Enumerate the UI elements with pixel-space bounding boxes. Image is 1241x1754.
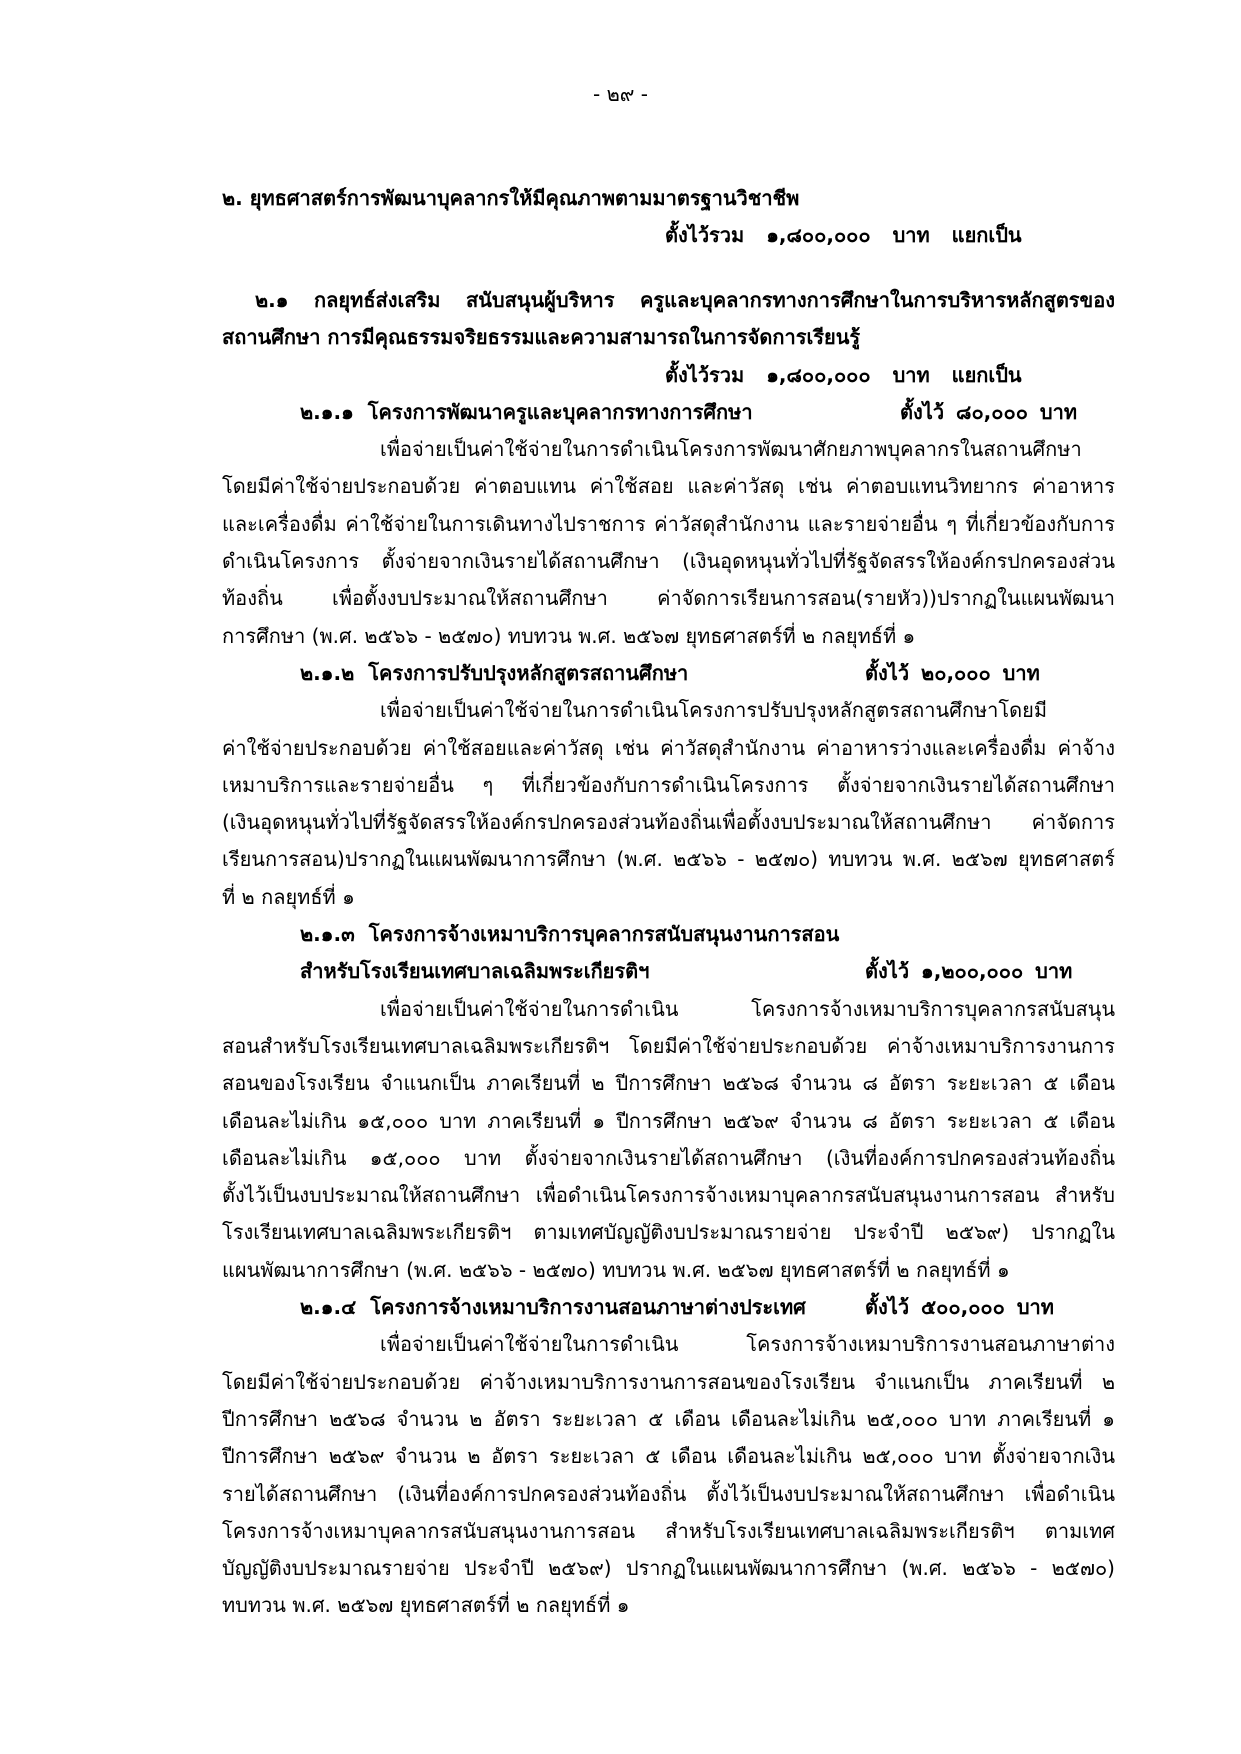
paragraph-line: ค่าใช้จ่ายประกอบด้วย ค่าใช้สอยและค่าวัสดุ เช่น ค่าวัสดุสำนักงาน ค่าอาหารว่างและเครื่องดื่ม ค่าจ้าง [222,735,1115,760]
paragraph-line: โรงเรียนเทศบาลเฉลิมพระเกียรติฯ ตามเทศบัญญัติงบประมาณรายจ่าย ประจำปี ๒๕๖๙) ปรากฏใน [222,1220,1115,1245]
strategy-budget [222,217,1115,254]
project-heading [222,394,1115,431]
paragraph-line: ท้องถิ่น เพื่อตั้งงบประมาณให้สถานศึกษา ค่าจัดการเรียนการสอน(รายหัว))ปรากฏในแผนพัฒนา [222,586,1115,611]
project-number: ๒.๑.๓ [300,922,355,947]
paragraph-line: เพื่อจ่ายเป็นค่าใช้จ่ายในการดำเนินโครงการพัฒนาศักยภาพบุคลากรในสถานศึกษา [380,437,1082,462]
paragraph-line: การศึกษา (พ.ศ. ๒๕๖๖ - ๒๕๗๐) ทบทวน พ.ศ. ๒๕๖๗ ยุทธศาสตร์ที่ ๒ กลยุทธ์ที่ ๑ [222,623,916,648]
paragraph-line: เดือนละไม่เกิน ๑๕,๐๐๐ บาท ตั้งจ่ายจากเงินรายได้สถานศึกษา (เงินที่องค์การปกครองส่วนท้องถิ่น [222,1145,1115,1170]
paragraph-line: โดยมีค่าใช้จ่ายประกอบด้วย ค่าตอบแทน ค่าใช้สอย และค่าวัสดุ เช่น ค่าตอบแทนวิทยากร ค่าอาหาร [222,474,1115,499]
budget-amount: ๑,๘๐๐,๐๐๐ [766,362,871,387]
project-number: ๒.๑.๔ [300,1295,357,1320]
tactic-title: สถานศึกษา การมีคุณธรรมจริยธรรมและความสามารถในการจัดการเรียนรู้ [222,325,861,350]
paragraph-line: โครงการจ้างเหมาบุคลากรสนับสนุนงานการสอน สำหรับโรงเรียนเทศบาลเฉลิมพระเกียรติฯ ตามเทศ [222,1518,1115,1543]
budget-amount: ๒๐,๐๐๐ [921,660,991,685]
budget-unit: บาท [1016,1295,1054,1320]
paragraph-line: เพื่อจ่ายเป็นค่าใช้จ่ายในการดำเนิน โครงการจ้างเหมาบริการบุคลากรสนับสนุน [380,996,1115,1021]
project-heading [222,1289,1115,1326]
paragraph-line: (เงินอุดหนุนทั่วไปที่รัฐจัดสรรให้องค์กรปกครองส่วนท้องถิ่นเพื่อตั้งงบประมาณให้สถานศึกษา ค่าจัดการ [222,810,1115,835]
paragraph-line: เดือนละไม่เกิน ๑๕,๐๐๐ บาท ภาคเรียนที่ ๑ ปีการศึกษา ๒๕๖๙ จำนวน ๘ อัตรา ระยะเวลา ๕ เดือน [222,1108,1115,1133]
budget-label: ตั้งไว้ [865,1295,910,1320]
project-budget [865,953,1084,990]
budget-label: ตั้งไว้ [865,959,910,984]
project-number: ๒.๑.๒ [300,660,355,685]
tactic-budget [222,357,1115,394]
paragraph-line: แผนพัฒนาการศึกษา (พ.ศ. ๒๕๖๖ - ๒๕๗๐) ทบทวน พ.ศ. ๒๕๖๗ ยุทธศาสตร์ที่ ๒ กลยุทธ์ที่ ๑ [222,1257,1010,1282]
budget-amount: ๑,๒๐๐,๐๐๐ [921,959,1024,984]
strategy-title: ๒. ยุทธศาสตร์การพัฒนาบุคลากรให้มีคุณภาพตามมาตรฐานวิชาชีพ [222,186,800,210]
budget-amount: ๑,๘๐๐,๐๐๐ [766,223,871,248]
budget-amount: ๘๐,๐๐๐ [956,399,1028,424]
project-budget [900,394,1089,431]
budget-label: ตั้งไว้ [865,660,910,685]
budget-unit: บาท [1002,660,1040,685]
tactic-title: ๒.๑ กลยุทธ์ส่งเสริม สนับสนุนผู้บริหาร ครูและบุคลากรทางการศึกษาในการบริหารหลักสูตรของ [255,288,1115,312]
budget-unit: บาท [1039,399,1078,424]
paragraph-line: บัญญัติงบประมาณรายจ่าย ประจำปี ๒๕๖๙) ปรากฏในแผนพัฒนาการศึกษา (พ.ศ. ๒๕๖๖ - ๒๕๗๐) [222,1556,1115,1581]
tactic-section [222,282,1115,1625]
paragraph-line: เรียนการสอน)ปรากฏในแผนพัฒนาการศึกษา (พ.ศ. ๒๕๖๖ - ๒๕๗๐) ทบทวน พ.ศ. ๒๕๖๗ ยุทธศาสตร์ [222,847,1115,872]
paragraph-line: ทบทวน พ.ศ. ๒๕๖๗ ยุทธศาสตร์ที่ ๒ กลยุทธ์ที่ ๑ [222,1593,630,1618]
project-budget [865,1289,1066,1326]
budget-note: แยกเป็น [951,362,1022,387]
project-title: โครงการจ้างเหมาบริการงานสอนภาษาต่างประเทศ [370,1295,806,1320]
project-title: โครงการพัฒนาครูและบุคลากรทางการศึกษา [367,399,753,424]
paragraph-line: เหมาบริการและรายจ่ายอื่น ๆ ที่เกี่ยวข้องกับการดำเนินโครงการ ตั้งจ่ายจากเงินรายได้สถานศึกษา [222,772,1115,797]
paragraph-line: สอนสำหรับโรงเรียนเทศบาลเฉลิมพระเกียรติฯ โดยมีค่าใช้จ่ายประกอบด้วย ค่าจ้างเหมาบริการงานการ [222,1033,1115,1058]
paragraph-line: เพื่อจ่ายเป็นค่าใช้จ่ายในการดำเนินโครงการปรับปรุงหลักสูตรสถานศึกษาโดยมี [380,698,1048,723]
page-number: - ๒๙ - [593,82,648,106]
paragraph-line: ที่ ๒ กลยุทธ์ที่ ๑ [222,884,355,909]
budget-label: ตั้งไว้รวม [665,223,745,248]
budget-unit: บาท [1035,959,1073,984]
paragraph-line: และเครื่องดื่ม ค่าใช้จ่ายในการเดินทางไปราชการ ค่าวัสดุสำนักงาน และรายจ่ายอื่น ๆ ที่เกี่ยวข้องกับการ [222,511,1115,536]
paragraph-line: ปีการศึกษา ๒๕๖๘ จำนวน ๒ อัตรา ระยะเวลา ๕ เดือน เดือนละไม่เกิน ๒๕,๐๐๐ บาท ภาคเรียนที่ ๑ [222,1406,1115,1431]
paragraph-line: ตั้งไว้เป็นงบประมาณให้สถานศึกษา เพื่อดำเนินโครงการจ้างเหมาบุคลากรสนับสนุนงานการสอน สำหรับ [222,1183,1115,1208]
project-heading [222,916,1115,953]
budget-label: ตั้งไว้รวม [665,362,745,387]
budget-unit: บาท [892,362,930,387]
paragraph-line: ดำเนินโครงการ ตั้งจ่ายจากเงินรายได้สถานศึกษา (เงินอุดหนุนทั่วไปที่รัฐจัดสรรให้องค์กรปกครองส่วน [222,549,1115,574]
budget-amount: ๕๐๐,๐๐๐ [921,1295,1005,1320]
budget-label: ตั้งไว้ [900,399,945,424]
budget-note: แยกเป็น [951,223,1022,248]
paragraph-line: สอนของโรงเรียน จำแนกเป็น ภาคเรียนที่ ๒ ปีการศึกษา ๒๕๖๘ จำนวน ๘ อัตรา ระยะเวลา ๕ เดือน [222,1071,1115,1096]
paragraph-line: ปีการศึกษา ๒๕๖๙ จำนวน ๒ อัตรา ระยะเวลา ๕ เดือน เดือนละไม่เกิน ๒๕,๐๐๐ บาท ตั้งจ่ายจากเงิน [222,1444,1115,1469]
paragraph-line: เพื่อจ่ายเป็นค่าใช้จ่ายในการดำเนิน โครงการจ้างเหมาบริการงานสอนภาษาต่าง [380,1332,1115,1357]
paragraph-line: รายได้สถานศึกษา (เงินที่องค์การปกครองส่วนท้องถิ่น ตั้งไว้เป็นงบประมาณให้สถานศึกษา เพื่อดำเนิน [222,1481,1115,1506]
paragraph-line: โดยมีค่าใช้จ่ายประกอบด้วย ค่าจ้างเหมาบริการงานการสอนของโรงเรียน จำแนกเป็น ภาคเรียนที่ ๒ [222,1369,1115,1394]
project-title: สำหรับโรงเรียนเทศบาลเฉลิมพระเกียรติฯ [300,959,650,984]
project-heading [222,655,1115,692]
strategy-section [222,180,1115,255]
project-number: ๒.๑.๑ [300,399,354,424]
project-title: โครงการจ้างเหมาบริการบุคลากรสนับสนุนงานการสอน [368,922,840,947]
budget-unit: บาท [892,223,930,248]
project-title: โครงการปรับปรุงหลักสูตรสถานศึกษา [368,660,689,685]
project-heading-continued [222,953,1115,990]
project-budget [865,655,1052,692]
